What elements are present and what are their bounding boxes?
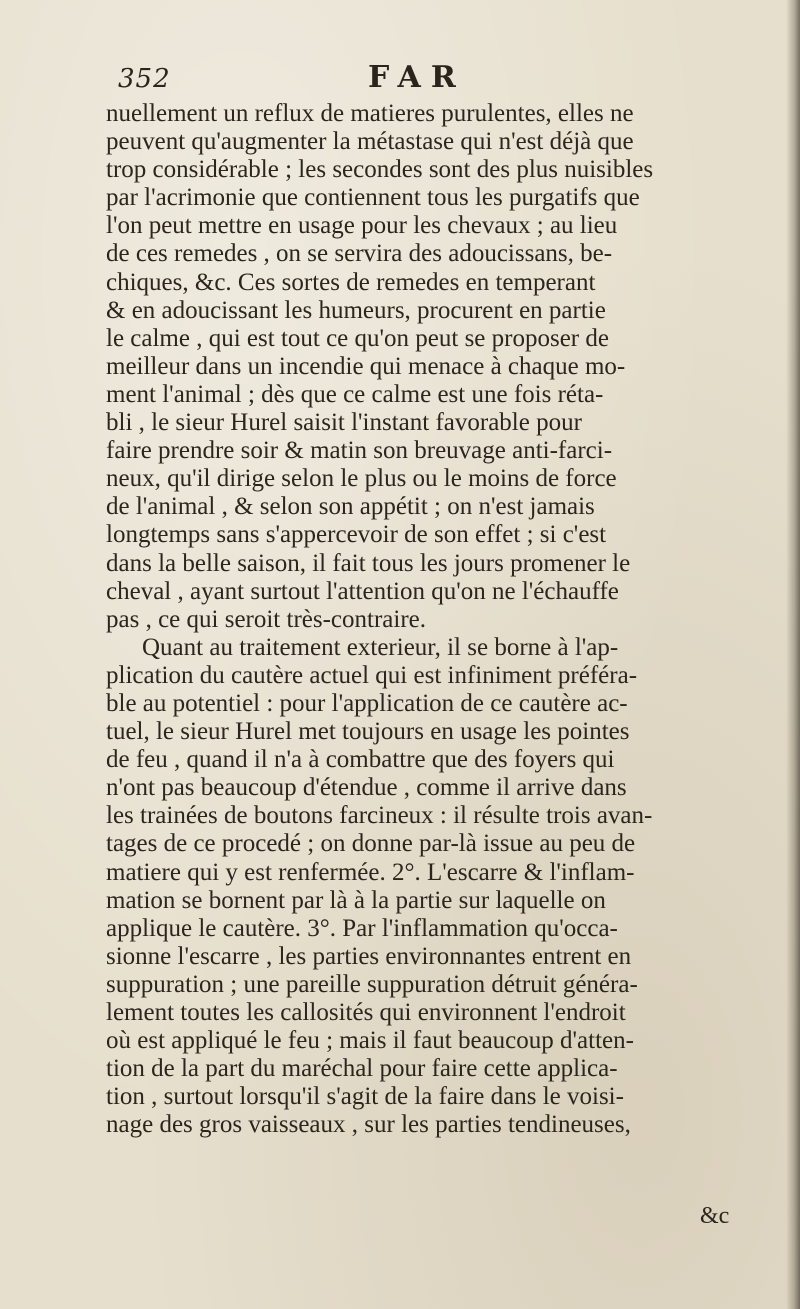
text-line: ble au potentiel : pour l'application de ce cautère ac- (106, 689, 628, 717)
text-line: plication du cautère actuel qui est infiniment préféra- (106, 661, 638, 689)
text-line: ment l'animal ; dès que ce calme est une fois réta- (106, 380, 604, 408)
text-line: trop considérable ; les secondes sont des plus nuisibles (106, 156, 654, 184)
text-line: longtemps sans s'appercevoir de son effet ; si c'est (106, 521, 607, 549)
text-line: de ces remedes , on se servira des adoucissans, be- (106, 240, 613, 268)
text-line: meilleur dans un incendie qui menace à chaque mo- (106, 352, 626, 380)
text-line: de feu , quand il n'a à combattre que des foyers qui (106, 746, 615, 774)
text-line: bli , le sieur Hurel saisit l'instant favorable pour (106, 409, 582, 437)
text-line: lement toutes les callosités qui environnent l'endroit (106, 999, 626, 1026)
page-spine-shadow (786, 0, 800, 1309)
page-header (118, 60, 678, 100)
text-line: n'ont pas beaucoup d'étendue , comme il arrive dans (106, 774, 627, 802)
text-line: par l'acrimonie que contiennent tous les purgatifs que (106, 184, 640, 212)
text-line: suppuration ; une pareille suppuration détruit généra- (106, 970, 638, 998)
text-line: peuvent qu'augmenter la métastase qui n'est déjà que (106, 128, 634, 156)
running-head: FAR (368, 60, 466, 95)
text-line: où est appliqué le feu ; mais il faut beaucoup d'atten- (106, 1027, 634, 1055)
text-line: tages de ce procedé ; on donne par-là issue au peu de (106, 830, 636, 858)
catchword: &c (700, 1203, 730, 1229)
text-line: nuellement un reflux de matieres purulentes, elles ne (106, 100, 634, 127)
text-line: de l'animal , & selon son appétit ; on n'est jamais (106, 493, 595, 521)
text-line: cheval , ayant surtout l'attention qu'on ne l'échauffe (106, 577, 619, 605)
text-line: les trainées de boutons farcineux : il résulte trois avan- (106, 802, 653, 830)
text-line: & en adoucissant les humeurs, procurent en partie (106, 296, 606, 324)
page-number: 352 (118, 64, 171, 94)
text-line: sionne l'escarre , les parties environnantes entrent en (106, 942, 632, 970)
text-line: l'on peut mettre en usage pour les chevaux ; au lieu (106, 212, 618, 240)
text-line: tion de la part du maréchal pour faire cette applica- (106, 1055, 618, 1083)
text-line: faire prendre soir & matin son breuvage anti-farci- (106, 437, 613, 465)
text-line: dans la belle saison, il fait tous les jours promener le (106, 549, 631, 577)
text-line: applique le cautère. 3°. Par l'inflammation qu'occa- (106, 914, 618, 942)
text-line: pas , ce qui seroit très-contraire. (106, 605, 427, 633)
text-line: chiques, &c. Ces sortes de remedes en temperant (106, 268, 596, 296)
paragraph-start-line: Quant au traitement exterieur, il se borne à l'ap- (142, 633, 619, 661)
text-line: tion , surtout lorsqu'il s'agit de la faire dans le voisi- (106, 1083, 624, 1111)
text-line: tuel, le sieur Hurel met toujours en usage les pointes (106, 718, 630, 746)
text-line: mation se bornent par là à la partie sur laquelle on (106, 886, 606, 914)
text-line: nage des gros vaisseaux , sur les parties tendineuses, (106, 1111, 631, 1139)
body-text (106, 100, 786, 1139)
text-line: le calme , qui est tout ce qu'on peut se proposer de (106, 324, 609, 352)
text-line: neux, qu'il dirige selon le plus ou le moins de force (106, 465, 617, 493)
text-line: matiere qui y est renfermée. 2°. L'escarre & l'inflam- (106, 858, 635, 886)
